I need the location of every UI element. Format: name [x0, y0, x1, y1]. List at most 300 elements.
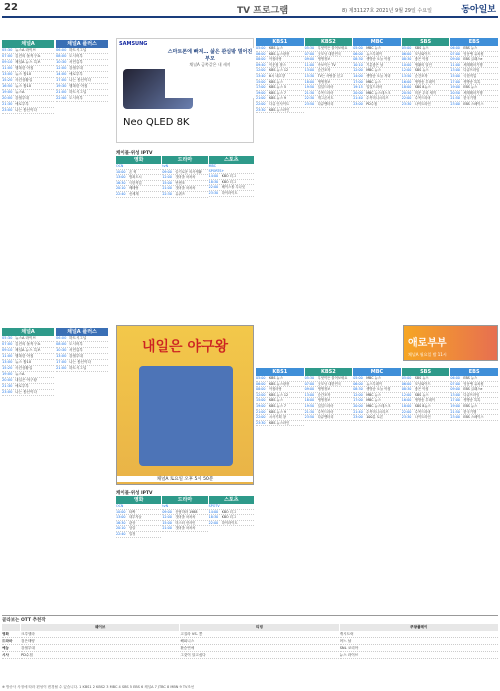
schedule-time: OCN	[116, 164, 124, 168]
schedule-time: 10:10	[353, 62, 363, 67]
schedule-row	[116, 532, 161, 538]
schedule-time: 13:00	[304, 392, 315, 397]
schedule-title: SBS 뉴스	[414, 376, 429, 380]
schedule-time: 05:00	[353, 46, 363, 50]
schedule-title: 생생정보	[317, 57, 331, 62]
schedule-title: 신세계	[129, 191, 139, 196]
schedule-title: KBS 뉴스	[269, 46, 283, 50]
schedule-time: 22:00	[208, 520, 219, 525]
schedule-time: 22:00	[256, 415, 266, 420]
schedule-row	[56, 96, 108, 102]
schedule-title: EBS 스페이스	[463, 415, 484, 420]
schedule-title	[129, 164, 161, 169]
schedule-time: 18:30	[208, 179, 219, 184]
schedule-time: 06:00	[56, 48, 67, 52]
schedule-time: 06:00	[353, 381, 363, 386]
schedule-time: 19:30	[56, 84, 67, 88]
schedule-title: KBS 뉴스라인	[269, 107, 290, 112]
schedule-title: 순간포착	[414, 73, 428, 78]
channel-column	[305, 368, 353, 608]
channel-header: KBS1	[256, 38, 304, 46]
channel-column	[256, 368, 304, 608]
schedule-title: 애로부부	[15, 384, 29, 388]
schedule-time: 21:40	[353, 96, 363, 101]
ott-title-cell: 캐시트럭	[340, 632, 498, 638]
schedule-time: 20:00	[2, 378, 13, 382]
schedule-title: SBS 뉴스	[414, 46, 429, 50]
promo-top-sub: 채널A 금쪽같은 내 새끼	[189, 62, 231, 67]
schedule-title: 뉴스투데이	[366, 51, 383, 56]
section-title: TV 프로그램	[237, 6, 289, 16]
schedule-title: 다큐프라임	[463, 68, 480, 73]
schedule-title: 도시어부	[69, 96, 83, 100]
schedule-time: 19:00	[256, 403, 266, 408]
schedule-time: 19:00	[450, 85, 460, 90]
cable-column	[116, 156, 161, 198]
channel-a-plus-header: 채널A 플러스	[56, 40, 108, 48]
schedule-title: 하이라이트	[221, 190, 238, 195]
schedule-time: 23:00	[2, 390, 13, 394]
schedule-time: 09:00	[162, 509, 172, 514]
schedule-time: 15:00	[450, 73, 460, 78]
channel-column	[305, 38, 353, 268]
schedule-time: 13:00	[2, 72, 13, 76]
schedule-title: 서민갑부	[69, 348, 83, 352]
schedule-time: 19:00	[450, 403, 460, 408]
schedule-time: 11:00	[450, 62, 460, 67]
schedule-time: 16:50	[2, 84, 13, 88]
schedule-title: 수목드라마	[317, 90, 334, 95]
schedule-row	[162, 192, 207, 198]
schedule-time: 12:00	[353, 392, 363, 397]
schedule-time: 17:00	[56, 78, 67, 82]
schedule-time: 18:00	[401, 85, 412, 90]
schedule-title: 생방송 톡톡	[463, 79, 481, 84]
schedule-time: 13:00	[116, 175, 126, 180]
schedule-title: 기분좋은 날	[366, 62, 384, 67]
channel-header: MBC	[353, 368, 401, 376]
schedule-time: 08:00	[256, 57, 266, 62]
schedule-title: 빈센조	[175, 180, 185, 185]
schedule-time: 16:00	[401, 79, 412, 84]
schedule-time: 15:20	[2, 366, 13, 370]
schedule-time: 14:00	[353, 73, 363, 78]
schedule-time: 05:30	[304, 46, 315, 50]
page-header	[2, 2, 498, 18]
schedule-row	[305, 102, 353, 108]
schedule-title: 애로부부	[69, 72, 83, 76]
schedule-time: 15:30	[304, 73, 315, 78]
schedule-time: 07:00	[2, 54, 13, 58]
channel-a-list-2	[2, 336, 54, 396]
schedule-time: 05:30	[2, 336, 13, 340]
schedule-time: 06:00	[353, 51, 363, 56]
schedule-title: EBS 스페이스	[463, 101, 484, 106]
schedule-time: 06:00	[256, 381, 266, 386]
schedule-title: 뉴스A	[15, 90, 25, 94]
schedule-time: 10:00	[116, 169, 126, 174]
schedule-time: 23:00	[353, 101, 363, 106]
schedule-time: 22:00	[256, 101, 266, 106]
schedule-title: KBS 뉴스라인	[269, 420, 290, 425]
ott-title-cell: 크루엘라	[21, 632, 179, 638]
ott-title-cell: SNL 코리아	[340, 646, 498, 652]
schedule-title: 존 윅	[129, 169, 137, 174]
schedule-time: 20:00	[353, 403, 363, 408]
schedule-row	[2, 390, 54, 396]
cable-bottom-grid	[116, 496, 254, 538]
schedule-time: 23:00	[353, 415, 363, 420]
schedule-time: 16:30	[116, 180, 126, 185]
schedule-time: 22:00	[208, 185, 219, 190]
schedule-title: 뉴스 톱10	[15, 360, 32, 364]
schedule-title: 강철부대	[69, 66, 83, 70]
schedule-title: 순간포착	[317, 392, 331, 397]
schedule-title: 응답하라 1988	[175, 509, 198, 514]
channel-header: SBS	[402, 368, 450, 376]
cable-top-grid	[116, 156, 254, 198]
schedule-title: 좋은 아침	[414, 387, 429, 392]
channel-column	[450, 368, 498, 608]
couple-show-title: 애로부부	[408, 338, 447, 349]
schedule-row	[402, 102, 450, 108]
schedule-time: 17:00	[353, 398, 363, 403]
schedule-time: 13:00	[116, 515, 126, 520]
schedule-title: KBS 뉴스광장	[269, 51, 290, 56]
channel-column	[353, 38, 401, 268]
issue-date: 8) 제31127호 2021년 9월 29일 수요일	[342, 8, 432, 14]
schedule-time: 07:00	[450, 51, 460, 56]
schedule-title: 애로부부	[15, 102, 29, 106]
cable-column	[162, 496, 207, 538]
top-left-listings	[2, 40, 108, 114]
schedule-time: 21:00	[256, 96, 266, 101]
schedule-title: KBS 뉴스	[269, 79, 283, 84]
ott-title-cell: PD수첩	[21, 653, 179, 659]
schedule-time: 14:00	[56, 72, 67, 76]
schedule-title: 슬기로운 의사생활	[175, 169, 202, 174]
schedule-time: 09:10	[2, 348, 13, 352]
schedule-title: 김진의 돌직구쇼	[15, 54, 41, 58]
schedule-title: MBC 뉴스	[366, 392, 381, 397]
schedule-time: 08:30	[353, 57, 363, 62]
schedule-time: 11:00	[304, 62, 315, 67]
ott-title-cell: 고질라 VS. 콩	[180, 632, 338, 638]
schedule-title	[129, 504, 161, 509]
samsung-logo: SAMSUNG	[119, 41, 148, 47]
schedule-time: 15:00	[256, 79, 266, 84]
schedule-time: 23:00	[2, 108, 13, 112]
channel-header: KBS2	[305, 368, 353, 376]
schedule-time: 07:00	[304, 381, 315, 386]
schedule-time: 07:00	[304, 51, 315, 56]
channel-header: EBS	[450, 38, 498, 46]
schedule-time: 09:10	[2, 60, 13, 64]
schedule-title: 사건상황실	[15, 78, 33, 82]
newspaper-logo: 동아일보	[461, 5, 496, 15]
channel-header: KBS2	[305, 38, 353, 46]
schedule-title: 다큐멘터리	[317, 101, 334, 106]
schedule-time: 21:00	[56, 366, 67, 370]
schedule-time: 16:30	[116, 520, 126, 525]
schedule-time: 13:40	[256, 73, 266, 78]
schedule-time: 07:00	[2, 342, 13, 346]
ott-grid	[2, 624, 498, 659]
cable-genre-header: 영화	[116, 496, 161, 504]
schedule-time: 22:00	[401, 409, 412, 414]
schedule-time: 19:00	[2, 372, 13, 376]
schedule-time: 09:00	[304, 57, 315, 62]
schedule-title: KBS 뉴스 12	[269, 68, 289, 73]
ott-title: 골라보는 OTT 추천작	[2, 618, 46, 623]
schedule-title: 딩동댕 유치원	[463, 381, 484, 386]
ott-genre-label: 예능	[2, 646, 20, 652]
schedule-title: MBC 뉴스데스크	[366, 403, 391, 408]
schedule-title: 타짜	[129, 509, 136, 514]
schedule-title: 생방송 오늘 저녁	[366, 73, 391, 78]
schedule-title: MBC 뉴스데스크	[366, 90, 391, 95]
schedule-time: 23:50	[304, 415, 315, 420]
bottom-left-listings	[2, 328, 108, 396]
schedule-title: 한국기행	[463, 409, 477, 414]
schedule-time: 22:00	[401, 96, 412, 101]
schedule-time: 15:00	[256, 398, 266, 403]
ott-title-cell: 환승연애	[180, 646, 338, 652]
ott-service-header: 쿠팡플레이	[340, 624, 498, 631]
schedule-title: KBS 뉴스광장	[269, 381, 290, 386]
schedule-time: 06:00	[256, 51, 266, 56]
schedule-title: EBS 뉴스	[463, 376, 478, 380]
schedule-title: TV는 사랑을 싣고	[317, 73, 344, 78]
schedule-time: MBC SPORTS+	[208, 164, 225, 173]
schedule-time: 05:00	[353, 376, 363, 380]
schedule-time: 13:00	[450, 68, 460, 73]
schedule-title: 도시어부	[69, 54, 83, 58]
schedule-title: 베이스볼 투나잇	[221, 185, 245, 190]
schedule-row	[2, 108, 54, 114]
schedule-title: KBS 뉴스	[269, 376, 283, 380]
schedule-title: 강철부대	[69, 354, 83, 358]
schedule-time: 12:00	[401, 68, 412, 73]
schedule-time: 17:00	[450, 79, 460, 84]
schedule-title: KBS 뉴스 7	[269, 403, 287, 408]
schedule-time: 21:30	[2, 384, 13, 388]
schedule-time: 06:00	[450, 376, 460, 380]
channel-column	[402, 38, 450, 268]
schedule-title: 아침마당	[269, 57, 282, 62]
schedule-title: 뉴스A	[15, 372, 25, 376]
schedule-time: 05:00	[256, 46, 266, 50]
schedule-title: EBS 뉴스	[463, 85, 478, 90]
schedule-time: 19:50	[304, 85, 315, 90]
schedule-title: 채널A 뉴스 특보	[15, 60, 41, 64]
schedule-time: 09:00	[304, 387, 315, 392]
schedule-title: 생생정보	[317, 387, 331, 392]
schedule-time: 15:00	[162, 180, 172, 185]
schedule-title: 나는 몸신이다	[69, 360, 91, 364]
bottom-schedule-grid	[256, 368, 498, 608]
schedule-time: 23:30	[401, 101, 412, 106]
cable-genre-header: 영화	[116, 156, 161, 164]
cable-genre-header: 드라마	[162, 496, 207, 504]
schedule-title: 뉴스 톱10	[15, 84, 32, 88]
schedule-row	[209, 191, 254, 197]
baseball-promo-sub: 채널A 토요일 오후 5시 50분	[117, 476, 253, 482]
schedule-title: 다큐프라임	[463, 392, 480, 397]
schedule-row	[209, 164, 254, 174]
promo-top-title: 스마트폰에 빠져… 삶은 관심밖 멀어진 부모	[167, 49, 253, 62]
schedule-time: 20:00	[2, 96, 13, 100]
schedule-title: 일일드라마	[366, 85, 383, 90]
schedule-time: 05:00	[401, 376, 412, 380]
ott-title-cell: 어느 날	[340, 639, 498, 645]
schedule-time: 09:00	[162, 169, 172, 174]
schedule-time: 15:20	[2, 78, 13, 82]
schedule-time: 22:40	[116, 191, 126, 196]
schedule-title: 행복한 아침	[15, 354, 34, 358]
schedule-title: 다큐멘터리	[317, 415, 334, 420]
channel-a-plus-list-2	[56, 336, 108, 372]
schedule-time: 12:00	[401, 392, 412, 397]
schedule-time: 20:00	[353, 90, 363, 95]
schedule-time: 05:00	[256, 376, 266, 380]
schedule-time: 12:00	[256, 392, 266, 397]
schedule-time: 19:15	[353, 85, 363, 90]
schedule-time: 19:00	[256, 90, 266, 95]
schedule-title: 내부자들	[129, 515, 142, 520]
schedule-title: 생방송 오늘 아침	[366, 387, 391, 392]
schedule-time: SPOTV	[208, 504, 220, 508]
schedule-title: 생활의 달인	[414, 62, 432, 67]
schedule-time: 06:00	[450, 46, 460, 50]
schedule-title: 하트시그널	[69, 90, 87, 94]
schedule-title: 갯마을 차차차	[175, 515, 196, 520]
schedule-time: 21:30	[304, 409, 315, 414]
schedule-row	[162, 526, 207, 532]
schedule-title: 세계테마기행	[463, 90, 483, 95]
schedule-title: 한국기행	[463, 96, 477, 101]
schedule-title: 수목드라마	[317, 409, 334, 414]
schedule-title: 갯마을 차차차	[175, 526, 196, 531]
schedule-time: 10:00	[401, 62, 412, 67]
schedule-title: 뉴스A 라이브	[15, 48, 36, 52]
couple-show-sub: 채널A 월요일 밤 11시	[408, 352, 447, 357]
schedule-title: 수목미니시리즈	[366, 409, 389, 414]
schedule-time: 08:00	[256, 387, 266, 392]
schedule-time: 08:30	[353, 387, 363, 392]
schedule-title: MBC 뉴스	[366, 46, 381, 50]
channel-header: EBS	[450, 368, 498, 376]
schedule-time: 05:30	[2, 48, 13, 52]
schedule-row	[353, 415, 401, 421]
schedule-title: 6시 내고향	[269, 73, 285, 78]
schedule-title: 극한직업	[463, 73, 477, 78]
schedule-time: 21:30	[304, 90, 315, 95]
schedule-time: 09:00	[450, 387, 460, 392]
schedule-title: 나이트라인	[414, 101, 431, 106]
schedule-title: KBS 뉴스 5	[269, 85, 287, 90]
channel-header: KBS1	[256, 368, 304, 376]
schedule-time: 18:00	[304, 398, 315, 403]
schedule-time: 13:00	[56, 354, 67, 358]
schedule-time: 23:00	[450, 415, 460, 420]
ott-title-cell: 강철부대	[21, 646, 179, 652]
schedule-time: 07:00	[450, 381, 460, 386]
channel-a-plus-list	[56, 48, 108, 102]
schedule-title: 행복한 아침	[69, 84, 88, 88]
schedule-title: SBS 뉴스	[414, 68, 429, 73]
schedule-time: 12:00	[56, 66, 67, 70]
schedule-title: 하트시그널	[69, 366, 87, 370]
schedule-time: 23:30	[256, 107, 266, 112]
cable-column	[162, 156, 207, 198]
schedule-time: 21:50	[450, 96, 460, 101]
schedule-row	[305, 415, 353, 421]
page-number: 22	[4, 2, 18, 13]
schedule-time: 14:00	[208, 174, 219, 179]
schedule-time: 09:00	[450, 57, 460, 62]
ott-service-header: 티빙	[180, 624, 338, 631]
schedule-title: EBS 뉴스	[463, 403, 478, 408]
schedule-title: 일일드라마	[317, 85, 334, 90]
schedule-title: KBO 리그	[221, 174, 237, 179]
schedule-title: EBS 뉴스	[463, 46, 478, 50]
schedule-time: 08:30	[401, 57, 412, 62]
schedule-title: 모닝와이드	[414, 51, 431, 56]
schedule-title: 이웃집 찰스	[269, 62, 286, 67]
schedule-title: KBS 뉴스 9	[269, 96, 287, 101]
channel-a-header-2: 채널A	[2, 328, 54, 336]
top-schedule-grid	[256, 38, 498, 268]
schedule-time: 20:50	[401, 90, 412, 95]
ott-title-cell: 그것이 알고싶다	[180, 653, 338, 659]
schedule-title: 미스터 션샤인	[175, 520, 196, 525]
schedule-title: 생생정보	[317, 398, 331, 403]
schedule-time: 17:00	[56, 360, 67, 364]
schedule-time: 06:00	[401, 381, 412, 386]
schedule-time: 17:00	[256, 85, 266, 90]
schedule-time: 21:40	[353, 409, 363, 414]
schedule-title: 서민갑부	[69, 60, 83, 64]
schedule-title: 생방송 투데이	[414, 398, 435, 403]
ott-title-cell: 해피니스	[180, 639, 338, 645]
schedule-title: 뉴스투데이	[366, 381, 383, 386]
schedule-row	[209, 521, 254, 527]
schedule-time: OCN	[116, 504, 124, 508]
schedule-time: 20:10	[116, 186, 126, 191]
schedule-time: 12:00	[162, 175, 172, 180]
schedule-title: 뉴스A 라이브	[15, 336, 36, 340]
schedule-title: 수목드라마	[414, 409, 431, 414]
schedule-title: 속보이는 TV	[317, 62, 336, 67]
schedule-time: 12:00	[162, 515, 172, 520]
channel-header: SBS	[402, 38, 450, 46]
schedule-time: 13:00	[450, 392, 460, 397]
schedule-time: tvN	[162, 504, 169, 508]
schedule-title: EBS 클래스e	[463, 57, 483, 62]
schedule-time: 12:00	[256, 68, 266, 73]
schedule-time: 21:00	[162, 526, 172, 531]
schedule-title: 생방송 톡톡	[463, 398, 481, 403]
schedule-time: 23:30	[208, 190, 219, 195]
schedule-time: 22:30	[162, 191, 172, 196]
schedule-time: 11:00	[2, 66, 13, 70]
channel-column	[256, 38, 304, 268]
schedule-title: 미운 우리 새끼	[414, 90, 437, 95]
schedule-row	[450, 102, 498, 108]
schedule-title: 나는 몸신이다	[15, 108, 37, 112]
schedule-title: 하트시그널	[69, 48, 87, 52]
